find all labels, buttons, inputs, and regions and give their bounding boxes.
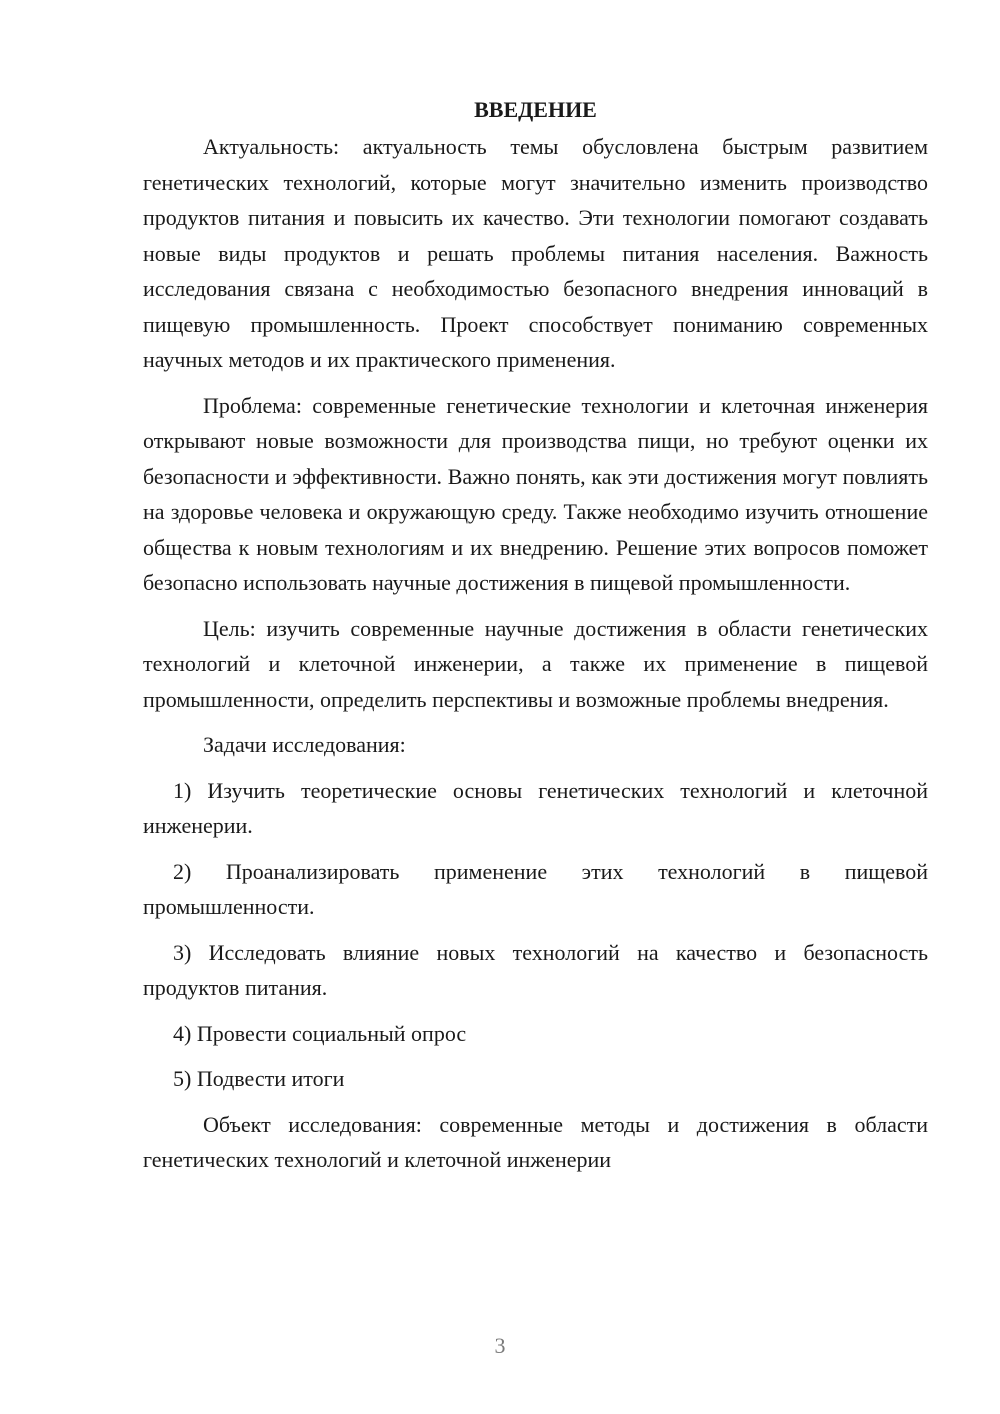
tasks-heading: Задачи исследования: <box>203 732 406 757</box>
task-item-1: 1) Изучить теоретические основы генетических технологий и клеточной инженерии. <box>143 777 928 838</box>
object-paragraph: Объект исследования: современные методы и достижения в области генетических технологий и клеточной инженерии <box>143 1111 928 1172</box>
document-title: ВВЕДЕНИЕ <box>474 97 597 122</box>
page-number: 3 <box>494 1333 506 1358</box>
task-item-3: 3) Исследовать влияние новых технологий на качество и безопасность продуктов питания. <box>143 939 928 1000</box>
relevance-paragraph: Актуальность: актуальность темы обусловлена быстрым развитием генетических технологий, которые могут значительно изменить производство продуктов питания и повысить их качество. Эти технологии помогают создавать новые виды продуктов и решать проблемы питания населения. Важность исследования связана с необходимостью безопасного внедрения инноваций в пищевую промышленность. Проект способствует пониманию современных научных методов и их практического применения. <box>143 134 928 372</box>
document-page <box>143 92 928 1188</box>
problem-paragraph: Проблема: современные генетические технологии и клеточная инженерия открывают новые возможности для производства пищи, но требуют оценки их безопасности и эффективности. Важно понять, как эти достижения могут повлиять на здоровье человека и окружающую среду. Также необходимо изучить отношение общества к новым технологиям и их внедрению. Решение этих вопросов поможет безопасно использовать научные достижения в пищевой промышленности. <box>143 392 928 595</box>
task-item-4: 4) Провести социальный опрос <box>173 1020 467 1046</box>
task-item-2: 2) Проанализировать применение этих технологий в пищевой промышленности. <box>143 858 928 919</box>
task-item-5: 5) Подвести итоги <box>173 1066 345 1091</box>
goal-paragraph: Цель: изучить современные научные достижения в области генетических технологий и клеточной инженерии, а также их применение в пищевой промышленности, определить перспективы и возможные проблемы внедрения. <box>143 615 928 712</box>
